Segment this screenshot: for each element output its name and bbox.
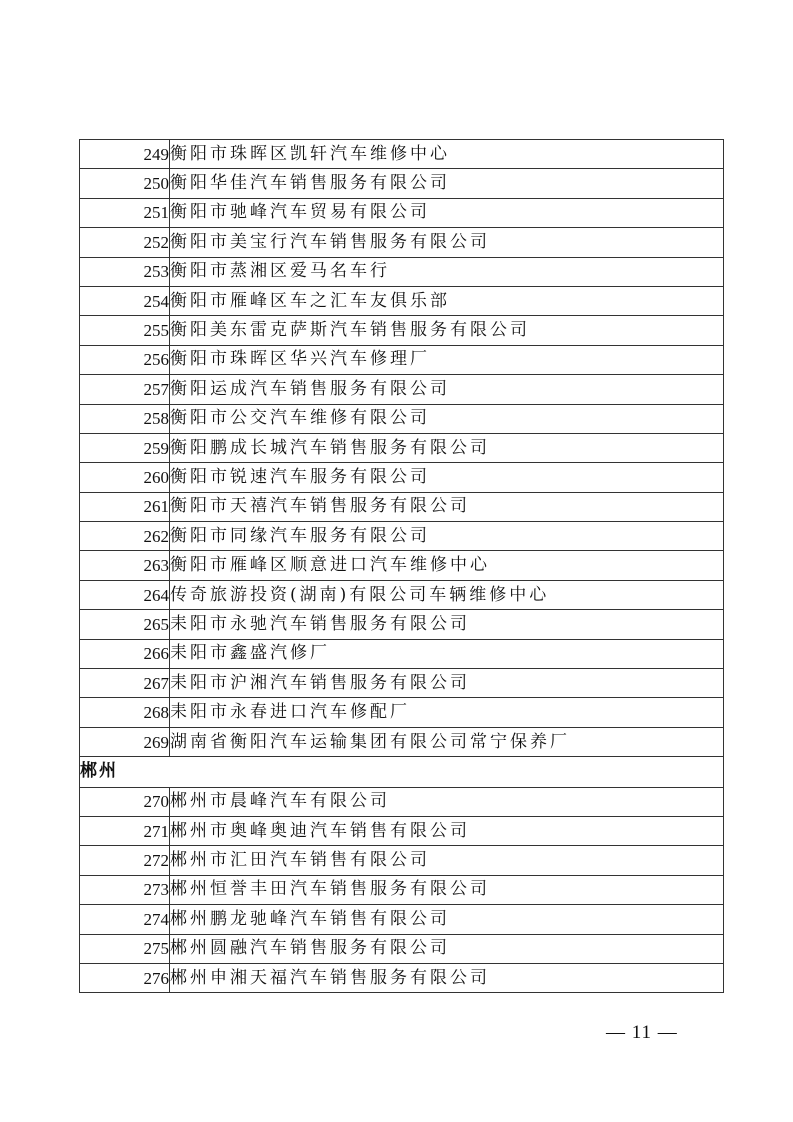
table-row [80, 522, 724, 551]
company-name: 衡阳市驰峰汽车贸易有限公司 [170, 198, 724, 227]
company-name: 郴州申湘天福汽车销售服务有限公司 [170, 963, 724, 992]
company-name: 郴州鹏龙驰峰汽车销售有限公司 [170, 905, 724, 934]
section-header-row [80, 757, 724, 787]
table-row [80, 934, 724, 963]
company-name: 郴州恒誉丰田汽车销售服务有限公司 [170, 875, 724, 904]
table-row [80, 286, 724, 315]
company-name: 耒阳市永春进口汽车修配厂 [170, 698, 724, 727]
company-name: 衡阳市锐速汽车服务有限公司 [170, 463, 724, 492]
company-name: 衡阳运成汽车销售服务有限公司 [170, 375, 724, 404]
row-number: 270 [80, 787, 170, 816]
table-row [80, 375, 724, 404]
row-number: 265 [80, 610, 170, 639]
row-number: 269 [80, 727, 170, 756]
table-row [80, 816, 724, 845]
company-name: 衡阳美东雷克萨斯汽车销售服务有限公司 [170, 316, 724, 345]
table-row [80, 727, 724, 756]
row-number: 266 [80, 639, 170, 668]
table-row [80, 228, 724, 257]
row-number: 249 [80, 140, 170, 169]
table-row [80, 875, 724, 904]
section-title: 郴州 [80, 757, 724, 787]
company-name: 郴州圆融汽车销售服务有限公司 [170, 934, 724, 963]
table-row [80, 433, 724, 462]
row-number: 272 [80, 846, 170, 875]
table-row [80, 257, 724, 286]
row-number: 260 [80, 463, 170, 492]
row-number: 259 [80, 433, 170, 462]
table-row [80, 905, 724, 934]
row-number: 268 [80, 698, 170, 727]
table-row [80, 963, 724, 992]
table-row [80, 669, 724, 698]
table-row [80, 316, 724, 345]
company-name: 衡阳市美宝行汽车销售服务有限公司 [170, 228, 724, 257]
row-number: 250 [80, 169, 170, 198]
table-row [80, 492, 724, 521]
company-name: 衡阳华佳汽车销售服务有限公司 [170, 169, 724, 198]
row-number: 275 [80, 934, 170, 963]
row-number: 263 [80, 551, 170, 580]
company-name: 衡阳市公交汽车维修有限公司 [170, 404, 724, 433]
table-row [80, 698, 724, 727]
table-row [80, 580, 724, 609]
table-row [80, 169, 724, 198]
row-number: 273 [80, 875, 170, 904]
company-name: 衡阳鹏成长城汽车销售服务有限公司 [170, 433, 724, 462]
row-number: 255 [80, 316, 170, 345]
company-name: 衡阳市雁峰区车之汇车友俱乐部 [170, 286, 724, 315]
company-name: 耒阳市永驰汽车销售服务有限公司 [170, 610, 724, 639]
company-name: 衡阳市雁峰区顺意进口汽车维修中心 [170, 551, 724, 580]
company-name: 衡阳市珠晖区凯轩汽车维修中心 [170, 140, 724, 169]
company-name: 湖南省衡阳汽车运输集团有限公司常宁保养厂 [170, 727, 724, 756]
company-name: 衡阳市珠晖区华兴汽车修理厂 [170, 345, 724, 374]
company-name: 传奇旅游投资(湖南)有限公司车辆维修中心 [170, 580, 724, 609]
row-number: 261 [80, 492, 170, 521]
row-number: 254 [80, 286, 170, 315]
table-row [80, 551, 724, 580]
company-name: 衡阳市同缘汽车服务有限公司 [170, 522, 724, 551]
row-number: 256 [80, 345, 170, 374]
table-row [80, 463, 724, 492]
company-name: 衡阳市蒸湘区爱马名车行 [170, 257, 724, 286]
table-row [80, 787, 724, 816]
company-name: 耒阳市鑫盛汽修厂 [170, 639, 724, 668]
company-name: 郴州市奥峰奥迪汽车销售有限公司 [170, 816, 724, 845]
row-number: 271 [80, 816, 170, 845]
table-row [80, 846, 724, 875]
row-number: 274 [80, 905, 170, 934]
row-number: 257 [80, 375, 170, 404]
page-number: — 11 — [606, 1022, 678, 1043]
row-number: 276 [80, 963, 170, 992]
table-row [80, 639, 724, 668]
row-number: 262 [80, 522, 170, 551]
row-number: 258 [80, 404, 170, 433]
table-row [80, 404, 724, 433]
company-name: 耒阳市沪湘汽车销售服务有限公司 [170, 669, 724, 698]
company-name: 郴州市汇田汽车销售有限公司 [170, 846, 724, 875]
row-number: 251 [80, 198, 170, 227]
row-number: 253 [80, 257, 170, 286]
row-number: 267 [80, 669, 170, 698]
table-row [80, 345, 724, 374]
company-list-table [79, 139, 724, 993]
table-row [80, 140, 724, 169]
row-number: 252 [80, 228, 170, 257]
table-row [80, 198, 724, 227]
table-row [80, 610, 724, 639]
company-name: 衡阳市天禧汽车销售服务有限公司 [170, 492, 724, 521]
company-name: 郴州市晨峰汽车有限公司 [170, 787, 724, 816]
row-number: 264 [80, 580, 170, 609]
